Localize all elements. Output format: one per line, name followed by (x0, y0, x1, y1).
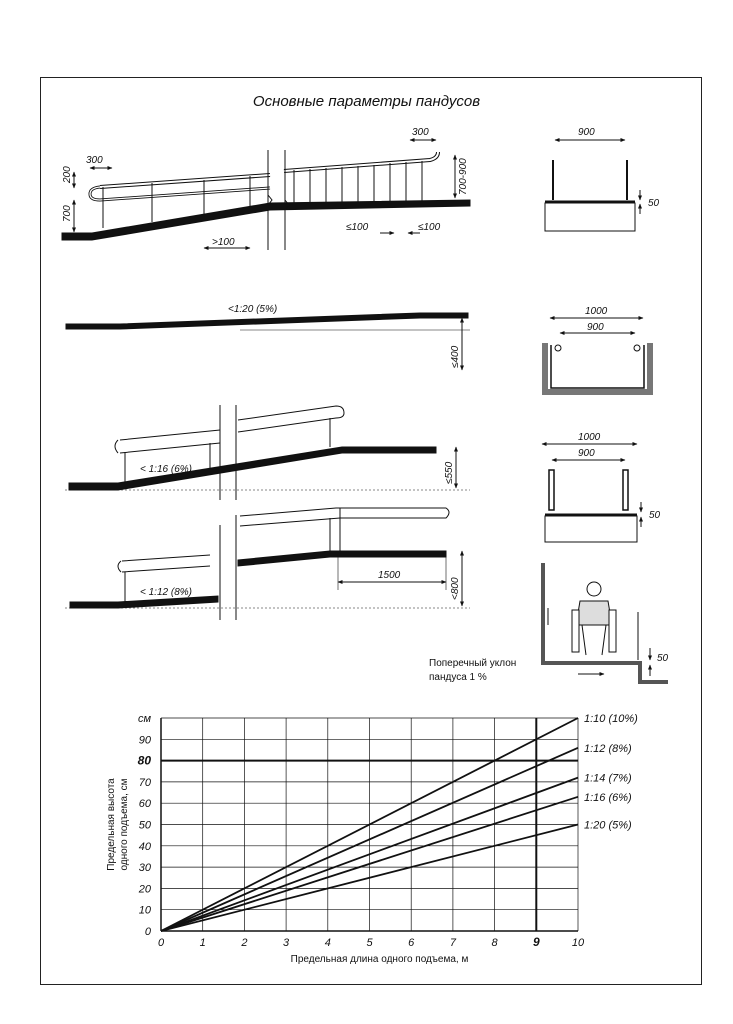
y-tick-label: 0 (144, 926, 151, 938)
ramp1-dim-300-right: 300 (412, 127, 429, 138)
ramp1-dim-gt100: >100 (212, 237, 235, 248)
y-tick-label: 40 (138, 840, 151, 853)
ramp-handrail-detail (62, 140, 470, 250)
x-tick-label: 6 (408, 937, 415, 949)
x-tick-label: 9 (532, 935, 540, 949)
section1-width: 900 (578, 127, 595, 138)
x-tick-label: 1 (199, 937, 206, 949)
series-label: 1:20 (5%) (584, 819, 632, 832)
ramp1-dim-300-left: 300 (86, 155, 103, 166)
ramp1-dim-le100-a: ≤100 (346, 222, 369, 233)
x-tick-label: 3 (283, 937, 290, 949)
section2-inner: 900 (587, 322, 604, 333)
y-axis-label-line1: Предельная высота (106, 778, 117, 871)
ramp-1-12-detail (65, 508, 470, 620)
ramp1-dim-700-900: 700-900 (458, 158, 469, 195)
cross-slope-note-line1: Поперечный уклон (429, 658, 517, 669)
series-label: 1:10 (10%) (584, 713, 638, 725)
ramp4-height: <800 (450, 577, 461, 600)
series-label: 1:16 (6%) (584, 791, 632, 804)
ramp-height-chart (106, 713, 638, 965)
section3-inner: 900 (578, 448, 595, 459)
cross-section-1 (545, 140, 640, 231)
y-unit-label: см (137, 713, 151, 725)
y-tick-label: 50 (138, 819, 151, 832)
section2-outer: 1000 (585, 306, 608, 317)
y-tick-label: 90 (138, 734, 151, 747)
ramp1-dim-200: 200 (62, 166, 73, 183)
x-tick-label: 0 (157, 937, 165, 949)
page-title: Основные параметры пандусов (252, 93, 481, 110)
y-tick-label: 70 (138, 776, 151, 789)
ramp1-dim-700: 700 (62, 205, 73, 222)
wheelchair-cross-section (543, 563, 668, 682)
series-label: 1:12 (8%) (584, 742, 632, 755)
ramp-1-16-detail (65, 405, 470, 500)
y-tick-label: 30 (138, 862, 151, 875)
y-tick-label: 60 (138, 798, 151, 811)
ramp3-slope: < 1:16 (6%) (140, 464, 192, 475)
ramp4-landing: 1500 (378, 570, 401, 581)
x-tick-label: 2 (241, 937, 248, 949)
x-tick-label: 8 (491, 937, 498, 949)
x-tick-label: 4 (324, 937, 331, 949)
y-tick-label: 20 (138, 883, 151, 896)
ramp2-height: ≤400 (450, 345, 461, 368)
y-tick-label: 10 (138, 904, 151, 917)
section1-curb: 50 (648, 198, 660, 209)
ramp2-slope: <1:20 (5%) (228, 304, 278, 315)
x-tick-label: 5 (366, 937, 373, 949)
user-head (587, 582, 601, 596)
x-tick-label: 7 (449, 937, 456, 949)
ramp4-slope: < 1:12 (8%) (140, 587, 192, 598)
wheelchair-icon (576, 601, 612, 625)
ramp3-height: ≤550 (444, 461, 455, 484)
x-axis-label: Предельная длина одного подъема, м (290, 954, 469, 965)
y-tick-label: 80 (137, 753, 151, 768)
ramp-no-rail-detail (66, 313, 470, 370)
ramp1-slab (62, 200, 470, 240)
x-tick-label: 10 (571, 937, 585, 949)
y-axis-label-line2: одного подъема, см (119, 778, 130, 871)
cross-slope-note-line2: пандуса 1 % (429, 672, 487, 683)
ramp1-dim-le100-b: ≤100 (418, 222, 441, 233)
wheelchair-curb: 50 (657, 653, 669, 664)
series-label: 1:14 (7%) (584, 772, 632, 785)
section3-outer: 1000 (578, 432, 601, 443)
section3-curb: 50 (649, 510, 661, 521)
